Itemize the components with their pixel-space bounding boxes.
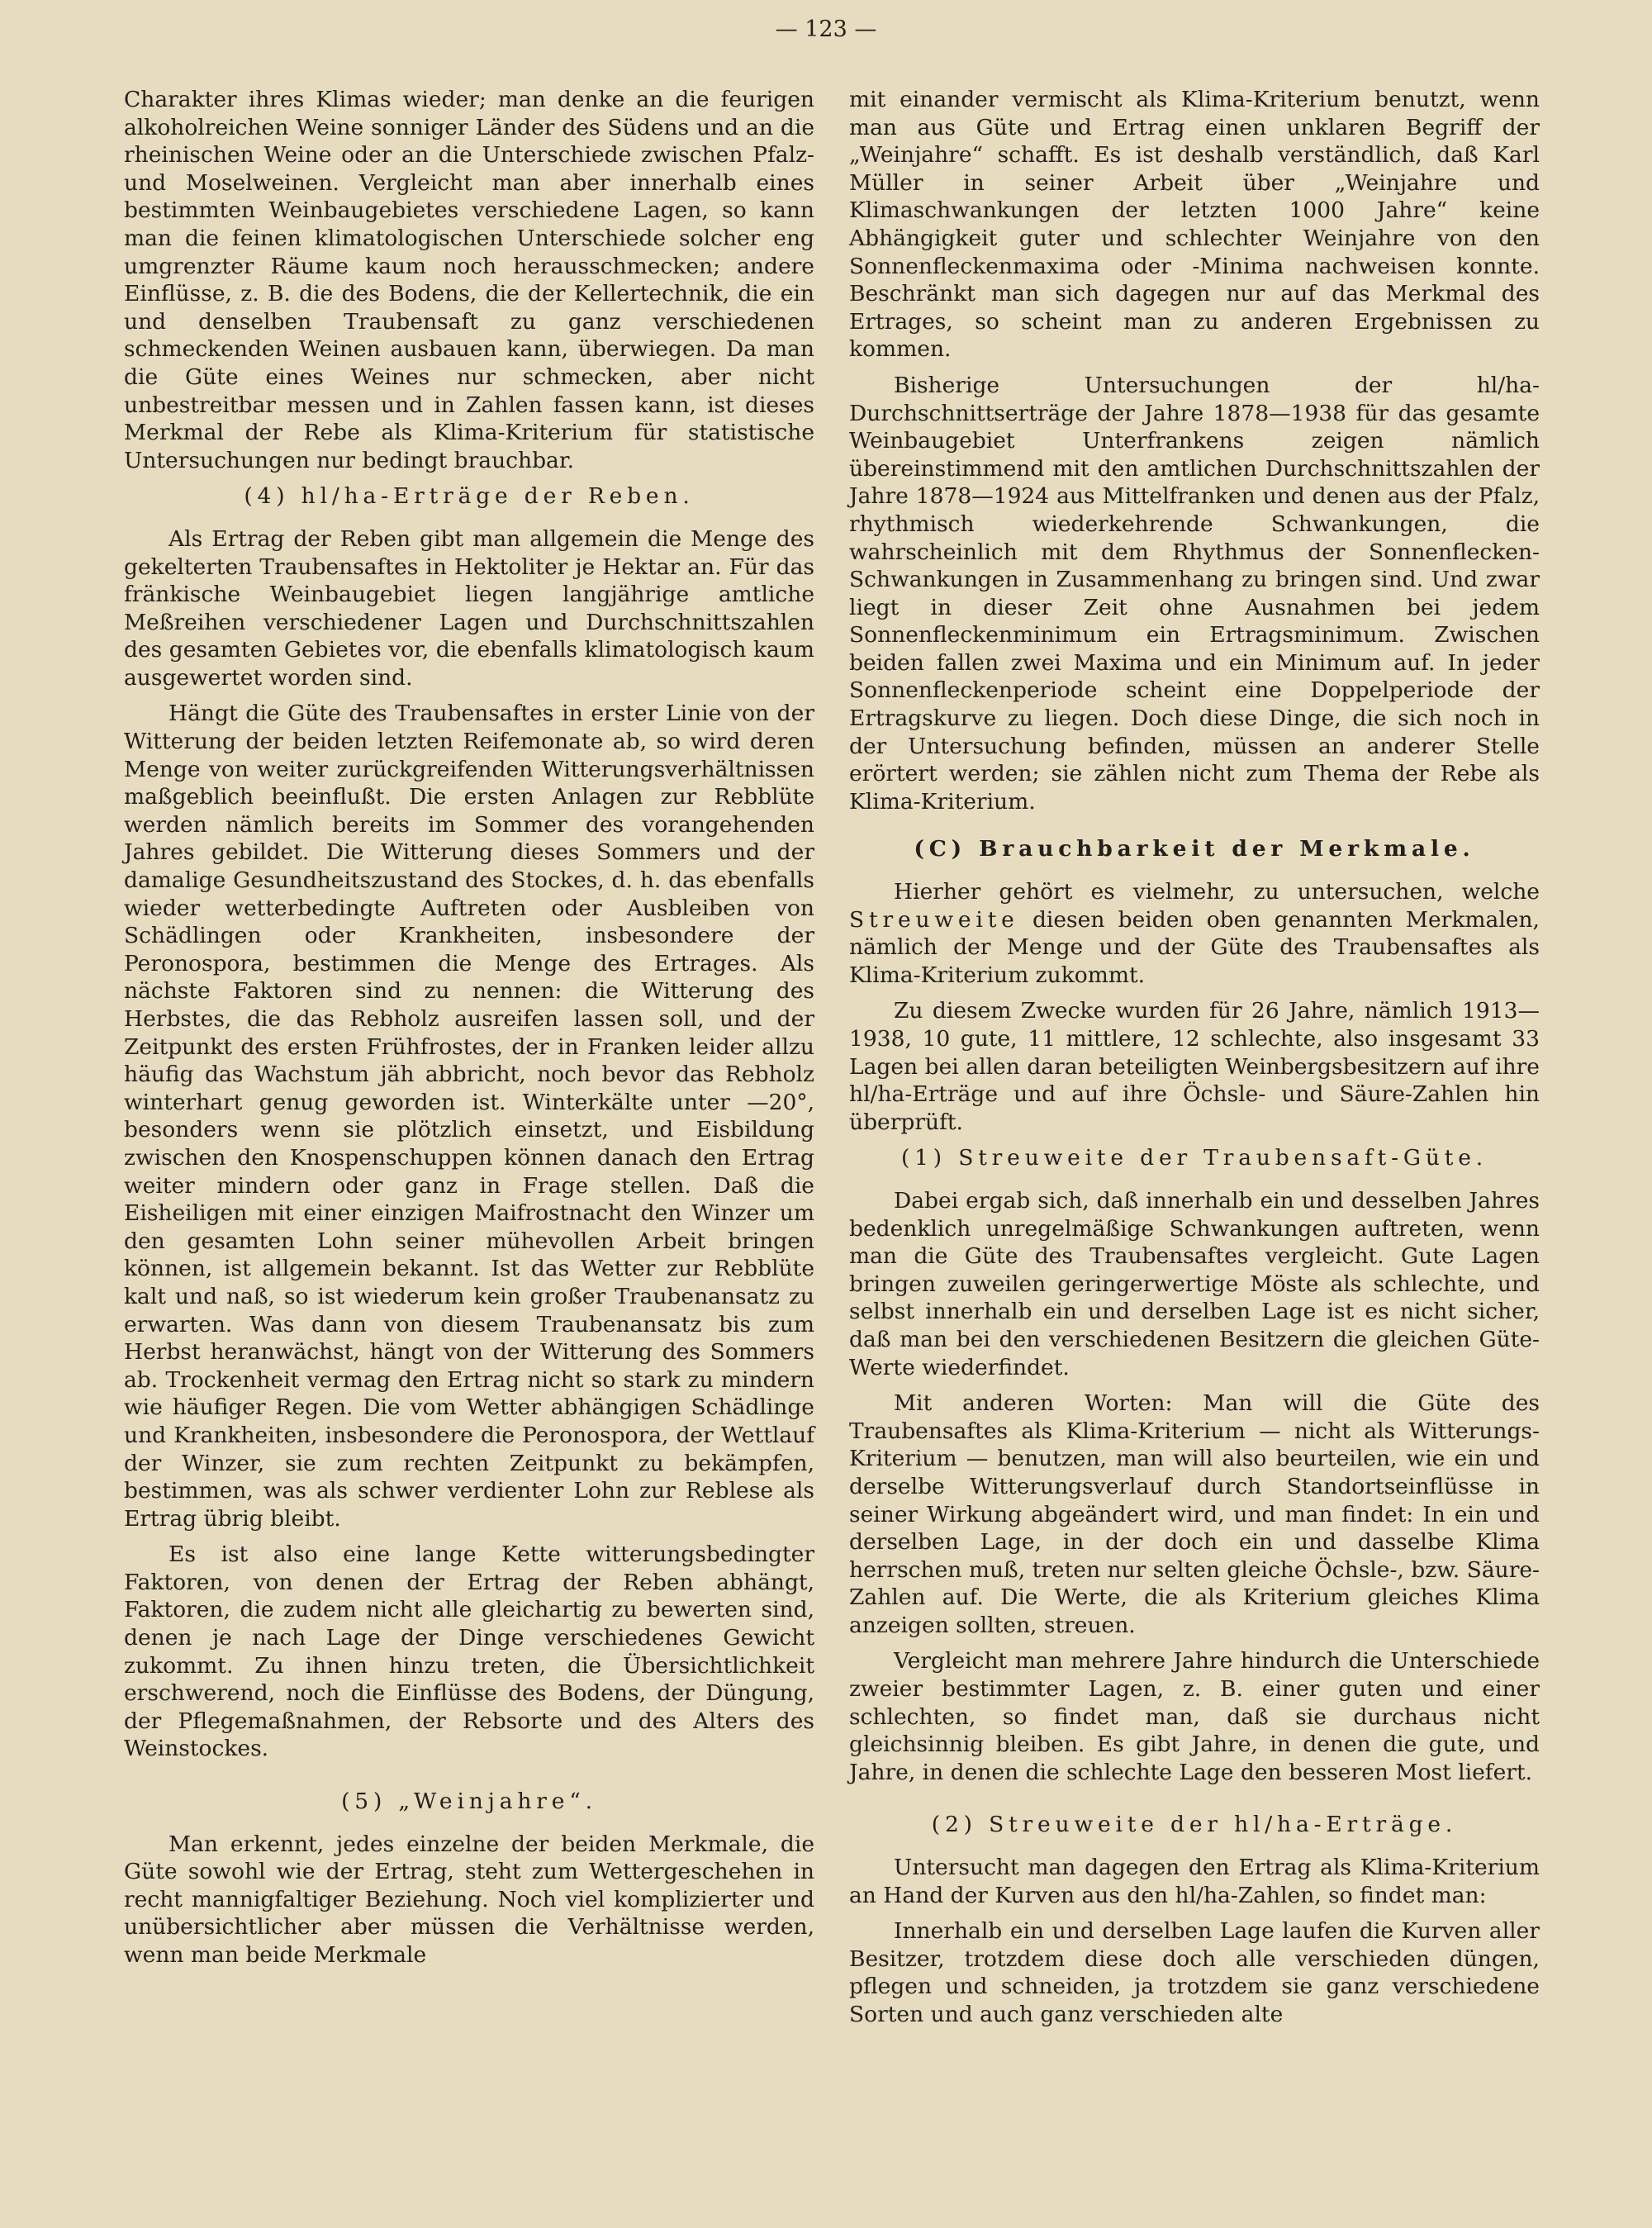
emphasized-term: Streuweite	[849, 906, 1019, 933]
section-heading-4: (4) hl/ha-Erträge der Reben.	[244, 483, 695, 510]
paragraph: Untersucht man dagegen den Ertrag als Klima-Kriterium an Hand der Kurven aus den hl/ha-Zahlen, so findet man:	[849, 1855, 1540, 1908]
section-heading-5: (5) „Weinjahre“.	[341, 1789, 597, 1815]
paragraph: Es ist also eine lange Kette witterungsbedingter Faktoren, von denen der Ertrag der Reben abhängt, Faktoren, die zudem nicht alle gleichartig zu bewerten sind, denen je nach Lage der Dinge verschiedenes Gewicht zukommt. Zu ihnen hinzu treten, die Übersichtlichkeit erschwerend, noch die Einflüsse des Bodens, der Düngung, der Pflegemaßnahmen, der Rebsorte und des Alters des Weinstockes.	[124, 1542, 814, 1762]
paragraph: mit einander vermischt als Klima-Kriterium benutzt, wenn man aus Güte und Ertrag einen unklaren Begriff der „Weinjahre“ schafft. Es ist deshalb verständlich, daß Karl Müller in seiner Arbeit über „Weinjahre und Klimaschwankungen der letzten 1000 Jahre“ keine Abhängigkeit guter und schlechter Weinjahre von den Sonnenfleckenmaxima oder -Minima nachweisen konnte. Beschränkt man sich dagegen nur auf das Merkmal des Ertrages, so scheint man zu anderen Ergebnissen zu kommen.	[849, 87, 1540, 363]
paragraph: Bisherige Untersuchungen der hl/ha-Durchschnittserträge der Jahre 1878—1938 für das gesamte Weinbaugebiet Unterfrankens zeigen nämlich übereinstimmend mit den amtlichen Durchschnittszahlen der Jahre 1878—1924 aus Mittelfranken und denen aus der Pfalz, rhythmisch wiederkehrende Schwankungen, die wahrscheinlich mit dem Rhythmus der Sonnenflecken-Schwankungen in Zusammenhang zu bringen sind. Und zwar liegt in dieser Zeit ohne Ausnahmen bei jedem Sonnenfleckenminimum ein Ertragsminimum. Zwischen beiden fallen zwei Maxima und ein Minimum auf. In jeder Sonnenfleckenperiode scheint eine Doppelperiode der Ertragskurve zu liegen. Doch diese Dinge, die sich noch in der Untersuchung befinden, müssen an anderer Stelle erörtert werden; sie zählen nicht zum Thema der Rebe als Klima-Kriterium.	[849, 372, 1540, 815]
paragraph: Vergleicht man mehrere Jahre hindurch die Unterschiede zweier bestimmter Lagen, z. B. einer guten und einer schlechten, so findet man, daß sie durchaus nicht gleichsinnig bleiben. Es gibt Jahre, in denen die gute, und Jahre, in denen die schlechte Lage den besseren Most liefert.	[849, 1648, 1540, 1785]
section-heading-2: (2) Streuweite der hl/ha-Erträge.	[931, 1812, 1458, 1838]
paragraph: Dabei ergab sich, daß innerhalb ein und desselben Jahres bedenklich unregelmäßige Schwankungen auftreten, wenn man die Güte des Traubensaftes vergleicht. Gute Lagen bringen zuweilen geringerwertige Möste als schlechte, und selbst innerhalb ein und derselben Lage ist es nicht sicher, daß man bei den verschiedenen Besitzern die gleichen Güte-Werte wiederfindet.	[849, 1187, 1540, 1380]
paragraph: Zu diesem Zwecke wurden für 26 Jahre, nämlich 1913—1938, 10 gute, 11 mittlere, 12 schlechte, also insgesamt 33 Lagen bei allen daran beteiligten Weinbergsbesitzern auf ihre hl/ha-Erträge und auf ihre Öchsle- und Säure-Zahlen hin überprüft.	[849, 998, 1540, 1135]
paragraph-text: diesen beiden oben genannten Merkmalen, nämlich der Menge und der Güte des Traubensaftes als Klima-Kriterium zukommt.	[849, 906, 1540, 988]
page-number: — 123 —	[775, 17, 877, 42]
section-heading-c: (C) Brauchbarkeit der Merkmale.	[914, 836, 1475, 862]
paragraph: Innerhalb ein und derselben Lage laufen die Kurven aller Besitzer, trotzdem diese doch alle verschieden düngen, pflegen und schneiden, ja trotzdem sie ganz verschiedene Sorten und auch ganz verschieden alte	[849, 1918, 1540, 2027]
right-column	[849, 86, 1540, 2037]
left-column	[124, 86, 814, 1978]
paragraph: Man erkennt, jedes einzelne der beiden Merkmale, die Güte sowohl wie der Ertrag, steht zum Wettergeschehen in recht mannigfaltiger Beziehung. Noch viel komplizierter und unübersichtlicher aber müssen die Verhältnisse werden, wenn man beide Merkmale	[124, 1831, 814, 1968]
paragraph: Hängt die Güte des Traubensaftes in erster Linie von der Witterung der beiden letzten Reifemonate ab, so wird deren Menge von weiter zurückgreifenden Witterungsverhältnissen maßgeblich beeinflußt. Die ersten Anlagen zur Rebblüte werden nämlich bereits im Sommer des vorangehenden Jahres gebildet. Die Witterung dieses Sommers und der damalige Gesundheitszustand des Stockes, d. h. das ebenfalls wieder wetterbedingte Auftreten oder Ausbleiben von Schädlingen oder Krankheiten, insbesondere der Peronospora, bestimmen die Menge des Ertrages. Als nächste Faktoren sind zu nennen: die Witterung des Herbstes, die das Rebholz ausreifen lassen soll, und der Zeitpunkt des ersten Frühfrostes, der in Franken leider allzu häufig das Wachstum jäh abbricht, noch bevor das Rebholz winterhart genug geworden ist. Winterkälte unter —20°, besonders wenn sie plötzlich einsetzt, und Eisbildung zwischen den Knospenschuppen können danach den Ertrag weiter mindern oder ganz in Frage stellen. Daß die Eisheiligen mit einer einzigen Maifrostnacht den Winzer um den gesamten Lohn seiner mühevollen Arbeit bringen können, ist allgemein bekannt. Ist das Wetter zur Rebblüte kalt und naß, so ist wiederum kein großer Traubenansatz zu erwarten. Was dann von diesem Traubenansatz bis zum Herbst heranwächst, hängt von der Witterung des Sommers ab. Trockenheit vermag den Ertrag nicht so stark zu mindern wie häufiger Regen. Die vom Wetter abhängigen Schädlinge und Krankheiten, insbesondere die Peronospora, der Wettlauf der Winzer, sie zum rechten Zeitpunkt zu bekämpfen, bestimmen, was als schwer verdienter Lohn zur Reblese als Ertrag übrig bleibt.	[124, 701, 814, 1532]
paragraph: Charakter ihres Klimas wieder; man denke an die feurigen alkoholreichen Weine sonniger Länder des Südens und an die rheinischen Weine oder an die Unterschiede zwischen Pfalz- und Moselweinen. Vergleicht man aber innerhalb eines bestimmten Weinbaugebietes verschiedene Lagen, so kann man die feinen klimatologischen Unterschiede solcher eng umgrenzter Räume kaum noch herausschmecken; andere Einflüsse, z. B. die des Bodens, die der Kellertechnik, die ein und denselben Traubensaft zu ganz verschiedenen schmeckenden Weinen ausbauen kann, überwiegen. Da man die Güte eines Weines nur schmecken, aber nicht unbestreitbar messen und in Zahlen fassen kann, ist dieses Merkmal der Rebe als Klima-Kriterium für statistische Untersuchungen nur bedingt brauchbar.	[124, 87, 814, 473]
paragraph-text: Hierher gehört es vielmehr, zu untersuchen, welche	[894, 879, 1540, 905]
paragraph: Mit anderen Worten: Man will die Güte des Traubensaftes als Klima-Kriterium — nicht als Witterungs-Kriterium — benutzen, man will also beurteilen, wie ein und derselbe Witterungsverlauf durch Standortseinflüsse in seiner Wirkung abgeändert wird, und man findet: In ein und derselben Lage, in der doch ein und dasselbe Klima herrschen muß, treten nur selten gleiche Öchsle-, bzw. Säure-Zahlen auf. Die Werte, die als Kriterium gleiches Klima anzeigen sollten, streuen.	[849, 1390, 1540, 1638]
paragraph: Als Ertrag der Reben gibt man allgemein die Menge des gekelterten Traubensaftes in Hektoliter je Hektar an. Für das fränkische Weinbaugebiet liegen langjährige amtliche Meßreihen verschiedener Lagen und Durchschnittszahlen des gesamten Gebietes vor, die ebenfalls klimatologisch kaum ausgewertet worden sind.	[124, 525, 814, 691]
section-heading-1: (1) Streuweite der Traubensaft-Güte.	[900, 1145, 1488, 1171]
paragraph	[849, 878, 1540, 989]
